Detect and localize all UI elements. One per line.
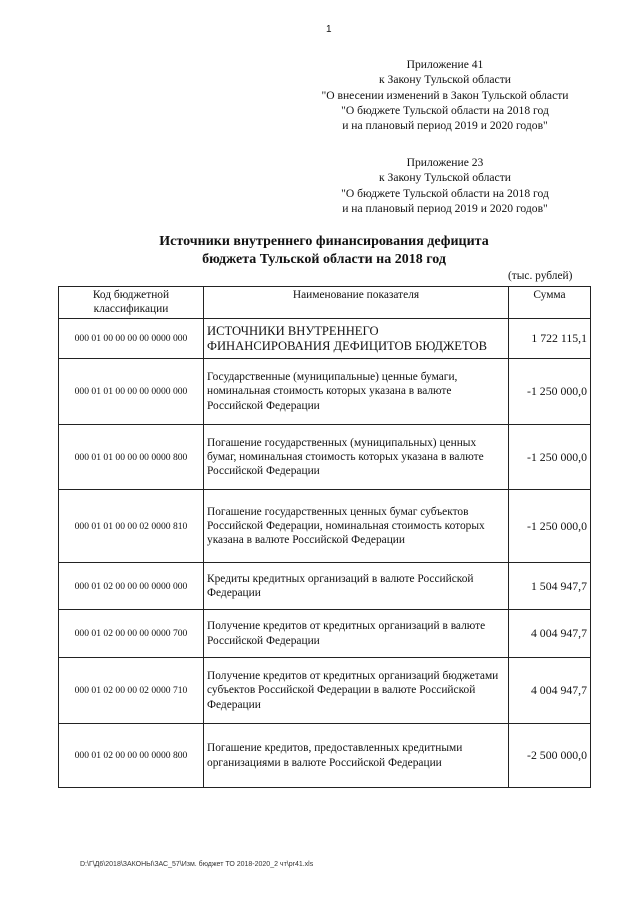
document-title-line: Источники внутреннего финансирования дефицита xyxy=(159,234,489,249)
row-code: 000 01 01 00 00 02 0000 810 xyxy=(59,490,204,563)
appendix-original-heading xyxy=(300,155,590,216)
financing-sources-table xyxy=(58,286,591,788)
row-name: Погашение государственных ценных бумаг субъектов Российской Федерации, номинальная стоимость которых указана в валюте Российской Федерации xyxy=(204,490,509,563)
row-name: Получение кредитов от кредитных организаций бюджетами субъектов Российской Федерации в валюте Российской Федерации xyxy=(204,658,509,724)
document-title-line: бюджета Тульской области на 2018 год xyxy=(202,252,446,267)
table-row xyxy=(59,490,591,563)
appendix-line: и на плановый период 2019 и 2020 годов" xyxy=(342,119,548,133)
header-code: Код бюджетной классификации xyxy=(59,287,204,319)
row-name: Погашение государственных (муниципальных) ценных бумаг, номинальная стоимость которых указана в валюте Российской Федерации xyxy=(204,425,509,490)
row-name: Кредиты кредитных организаций в валюте Российской Федерации xyxy=(204,563,509,610)
row-sum: 4 004 947,7 xyxy=(509,658,591,724)
row-sum: -1 250 000,0 xyxy=(509,425,591,490)
row-sum: -2 500 000,0 xyxy=(509,724,591,788)
file-path-footer: D:\Г\Д6\2018\ЗАКОНЫ\ЗАС_57\Изм. бюджет ТО 2018-2020_2 чт\pr41.xls xyxy=(80,861,314,868)
appendix-line: Приложение 41 xyxy=(406,58,484,71)
appendix-line: "О бюджете Тульской области на 2018 год xyxy=(341,103,549,117)
table-row xyxy=(59,359,591,425)
row-sum: 4 004 947,7 xyxy=(509,610,591,658)
row-sum: -1 250 000,0 xyxy=(509,490,591,563)
appendix-line: "О внесении изменений в Закон Тульской области xyxy=(321,88,569,102)
appendix-line: Приложение 23 xyxy=(406,156,484,169)
appendix-current-heading xyxy=(300,57,590,133)
row-code: 000 01 02 00 00 02 0000 710 xyxy=(59,658,204,724)
row-name: ИСТОЧНИКИ ВНУТРЕННЕГО ФИНАНСИРОВАНИЯ ДЕФИЦИТОВ БЮДЖЕТОВ xyxy=(204,319,509,359)
appendix-line: к Закону Тульской области xyxy=(379,73,511,87)
row-name: Погашение кредитов, предоставленных кредитными организациями в валюте Российской Федерации xyxy=(204,724,509,788)
appendix-line: и на плановый период 2019 и 2020 годов" xyxy=(342,201,548,215)
table-row xyxy=(59,425,591,490)
row-sum: 1 722 115,1 xyxy=(509,319,591,359)
units-label: (тыс. рублей) xyxy=(508,270,573,282)
row-sum: 1 504 947,7 xyxy=(509,563,591,610)
table-row xyxy=(59,563,591,610)
appendix-line: к Закону Тульской области xyxy=(379,171,511,185)
page-number: 1 xyxy=(326,24,332,35)
table-row xyxy=(59,319,591,359)
table-row xyxy=(59,724,591,788)
header-name: Наименование показателя xyxy=(204,287,509,319)
header-sum: Сумма xyxy=(509,287,591,319)
table-row xyxy=(59,658,591,724)
appendix-line: "О бюджете Тульской области на 2018 год xyxy=(341,186,549,200)
table-row xyxy=(59,610,591,658)
document-title xyxy=(60,233,588,269)
table-header-row xyxy=(59,287,591,319)
row-code: 000 01 02 00 00 00 0000 800 xyxy=(59,724,204,788)
row-name: Получение кредитов от кредитных организаций в валюте Российской Федерации xyxy=(204,610,509,658)
row-sum: -1 250 000,0 xyxy=(509,359,591,425)
row-code: 000 01 01 00 00 00 0000 000 xyxy=(59,359,204,425)
row-code: 000 01 01 00 00 00 0000 800 xyxy=(59,425,204,490)
row-name: Государственные (муниципальные) ценные бумаги, номинальная стоимость которых указана в валюте Российской Федерации xyxy=(204,359,509,425)
row-code: 000 01 02 00 00 00 0000 700 xyxy=(59,610,204,658)
row-code: 000 01 00 00 00 00 0000 000 xyxy=(59,319,204,359)
row-code: 000 01 02 00 00 00 0000 000 xyxy=(59,563,204,610)
